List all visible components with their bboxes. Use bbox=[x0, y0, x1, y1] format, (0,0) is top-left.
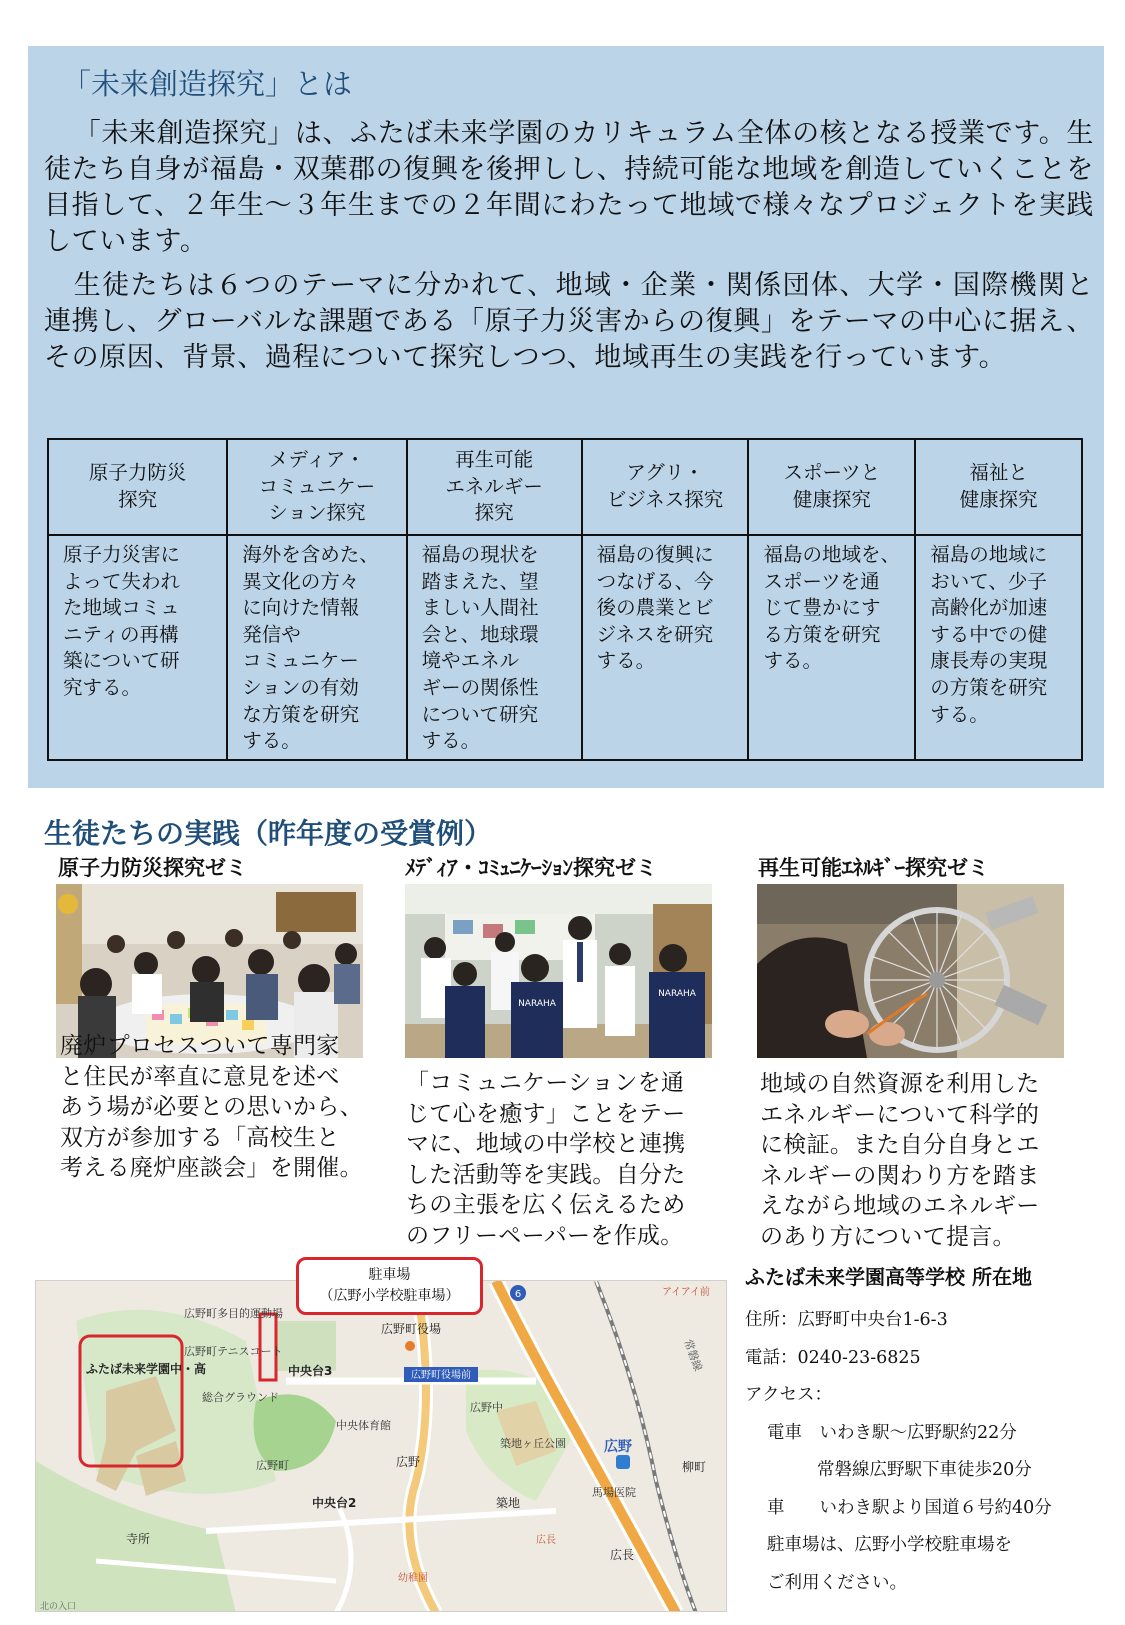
info-parking: 駐車場は、広野小学校駐車場を bbox=[767, 1535, 1012, 1555]
parking-callout: 駐車場 （広野小学校駐車場） bbox=[296, 1257, 483, 1315]
map-label: 築地ヶ丘公園 bbox=[500, 1437, 566, 1450]
theme-body-cell: 福島の現状を 踏まえた、望 ましい人間社 会と、地球環 境やエネル ギーの関係性 について研究 する。 bbox=[407, 535, 582, 760]
info-access-label: アクセス： bbox=[745, 1385, 832, 1405]
shirt-print: NARAHA bbox=[518, 999, 556, 1009]
map-label: 馬場医院 bbox=[592, 1486, 636, 1499]
photo-energy-experiment bbox=[757, 884, 1064, 1058]
map-label: 総合グラウンド bbox=[202, 1391, 279, 1404]
info-address: 住所：広野町中央台1-6-3 bbox=[745, 1310, 948, 1330]
seminar-title-media: ﾒﾃﾞｨｱ・ｺﾐｭﾆｹｰｼｮﾝ探究ゼミ bbox=[405, 856, 657, 880]
theme-body-cell: 福島の復興に つなげる、今 後の農業とビ ジネスを研究 する。 bbox=[582, 535, 749, 760]
theme-body-cell: 原子力災害に よって失われ た地域コミュ ニティの再構 築について研 究する。 bbox=[48, 535, 227, 760]
seminar-desc-energy: 地域の自然資源を利用した エネルギーについて科学的 に検証。また自分自身とエ ネルギーの関わり方を踏ま えながら地域のエネルギー のあり方について提言。 bbox=[760, 1071, 1040, 1250]
map-label: 寺所 bbox=[126, 1532, 151, 1546]
map-label: 広野町役場前 bbox=[411, 1370, 471, 1381]
theme-body-cell: 海外を含めた、 異文化の方々 に向けた情報 発信や コミュニケー ションの有効 な方策を研究 する。 bbox=[227, 535, 406, 760]
svg-text:6: 6 bbox=[514, 1289, 522, 1300]
intro-panel bbox=[28, 46, 1104, 788]
intro-paragraph-1: 「未来創造探究」は、ふたば未来学園のカリキュラム全体の核となる授業です。生徒たち自身が福島・双葉郡の復興を後押しし、持続可能な地域を創造していくことを目指して、２年生〜３年生までの２年間にわたって地域で様々なプロジェクトを実践しています。 bbox=[44, 118, 1094, 257]
theme-header-row bbox=[48, 439, 1082, 535]
map-label-school: ふたば未来学園中・高 bbox=[86, 1362, 207, 1376]
school-info bbox=[745, 1261, 1115, 1602]
theme-table bbox=[47, 438, 1083, 761]
info-parking-2: ご利用ください。 bbox=[767, 1572, 907, 1593]
info-car: 車 いわき駅より国道６号約40分 bbox=[767, 1497, 1052, 1518]
map-label-station: 広野 bbox=[604, 1439, 632, 1455]
map-label: 幼稚園 bbox=[398, 1573, 428, 1584]
intro-title: 「未来創造探究」とは bbox=[62, 67, 353, 101]
map-label: 常磐線 bbox=[681, 1337, 705, 1374]
shirt-print: NARAHA bbox=[658, 989, 696, 999]
info-train-walk: 常磐線広野駅下車徒歩20分 bbox=[817, 1460, 1032, 1480]
map-label: 広長 bbox=[610, 1548, 635, 1562]
map-label: 中央台3 bbox=[288, 1364, 333, 1378]
theme-header-cell: アグリ・ ビジネス探究 bbox=[582, 439, 749, 535]
map-label: 広野町テニスコート bbox=[184, 1345, 283, 1358]
seminar-desc-media: 「コミュニケーションを通 じて心を癒す」ことをテー マに、地域の中学校と連携 した活動等を実践。自分た ちの主張を広く伝えるため のフリーペーパーを作成。 bbox=[406, 1070, 686, 1249]
theme-header-cell: 再生可能 エネルギー 探究 bbox=[407, 439, 582, 535]
map-label: 柳町 bbox=[682, 1460, 707, 1474]
map-label: 広野町多目的運動場 bbox=[184, 1307, 283, 1320]
access-map[interactable] bbox=[35, 1280, 727, 1612]
theme-header-cell: スポーツと 健康探究 bbox=[748, 439, 915, 535]
map-label: 広野 bbox=[396, 1455, 421, 1469]
map-label: 中央台2 bbox=[312, 1496, 357, 1510]
intro-paragraph-2: 生徒たちは６つのテーマに分かれて、地域・企業・関係団体、大学・国際機関と連携し、グローバルな課題である「原子力災害からの復興」をテーマの中心に据え、その原因、背景、過程について探究しつつ、地域再生の実践を行っています。 bbox=[44, 270, 1094, 373]
practice-title: 生徒たちの実践（昨年度の受賞例） bbox=[44, 817, 493, 850]
info-train: 電車 いわき駅〜広野駅約22分 bbox=[767, 1422, 1017, 1443]
theme-header-cell: 福祉と 健康探究 bbox=[915, 439, 1082, 535]
theme-header-cell: メディア・ コミュニケー ション探究 bbox=[227, 439, 406, 535]
map-label: 広野中 bbox=[470, 1401, 503, 1414]
seminar-title-nuclear: 原子力防災探究ゼミ bbox=[58, 856, 247, 880]
theme-header-cell: 原子力防災 探究 bbox=[48, 439, 227, 535]
photo-classroom bbox=[405, 884, 712, 1058]
map-label: アイアイ前 bbox=[662, 1287, 710, 1298]
map-label: 広野町 bbox=[256, 1459, 289, 1472]
theme-body-cell: 福島の地域に おいて、少子 高齢化が加速 する中での健 康長寿の実現 の方策を研究 する。 bbox=[915, 535, 1082, 760]
map-label: 北の入口 bbox=[40, 1602, 77, 1612]
map-label: 築地 bbox=[496, 1496, 521, 1510]
info-title: ふたば未来学園高等学校 所在地 bbox=[745, 1265, 1032, 1289]
seminar-title-energy: 再生可能ｴﾈﾙｷﾞｰ探究ゼミ bbox=[758, 856, 989, 880]
seminar-desc-nuclear: 廃炉プロセスついて専門家 と住民が率直に意見を述べ あう場が必要との思いから、 双方が参加する「高校生と 考える廃炉座談会」を開催。 bbox=[60, 1033, 363, 1181]
map-label: 広長 bbox=[536, 1535, 556, 1546]
theme-body-row bbox=[48, 535, 1082, 760]
map-label: 中央体育館 bbox=[336, 1419, 391, 1432]
map-label: 広野町役場 bbox=[381, 1322, 442, 1336]
info-phone: 電話：0240-23-6825 bbox=[745, 1347, 921, 1368]
theme-body-cell: 福島の地域を、 スポーツを通 じて豊かにす る方策を研究 する。 bbox=[748, 535, 915, 760]
